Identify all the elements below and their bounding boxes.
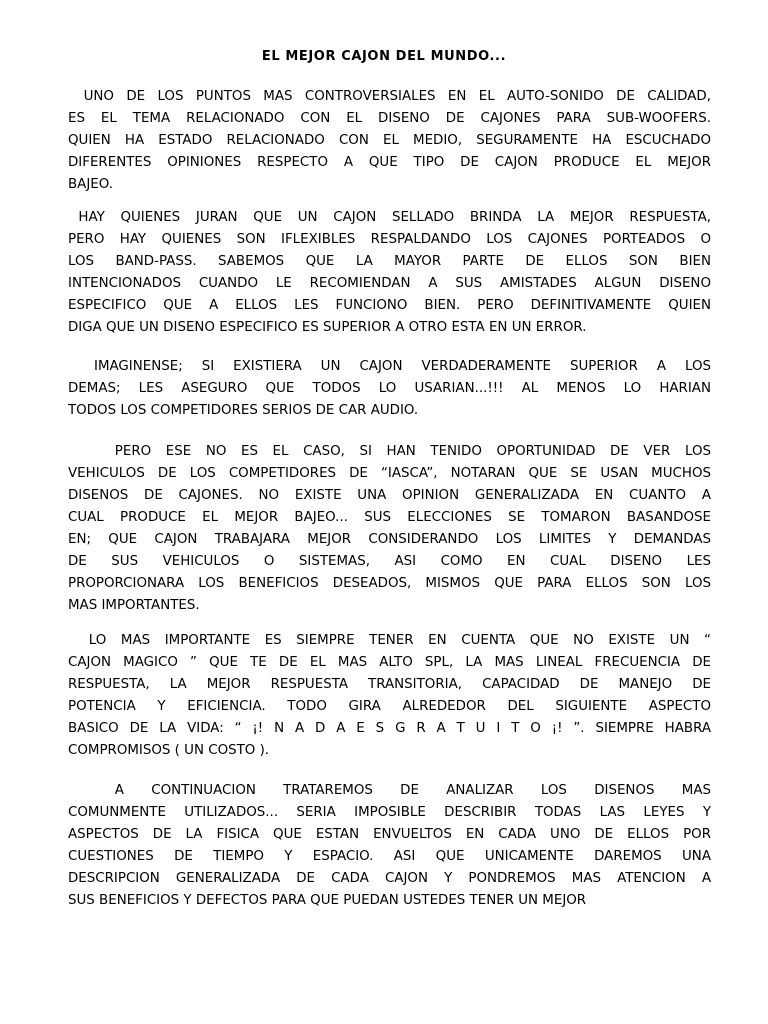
paragraph-2: [68, 207, 711, 339]
paragraph-1: [68, 86, 711, 196]
paragraph-line: CAJON MAGICO ” QUE TE DE EL MAS ALTO SPL, LA MAS LINEAL FRECUENCIA DE: [68, 655, 711, 670]
paragraph-line: A CONTINUACION TRATAREMOS DE ANALIZAR LOS DISENOS MAS: [114, 783, 711, 798]
paragraph-line: LO MAS IMPORTANTE ES SIEMPRE TENER EN CUENTA QUE NO EXISTE UN “: [88, 633, 711, 648]
paragraph-line: PERO ESE NO ES EL CASO, SI HAN TENIDO OPORTUNIDAD DE VER LOS: [114, 444, 711, 459]
paragraph-line: UNO DE LOS PUNTOS MAS CONTROVERSIALES EN EL AUTO-SONIDO DE CALIDAD,: [83, 89, 711, 104]
paragraph-line: CUAL PRODUCE EL MEJOR BAJEO... SUS ELECCIONES SE TOMARON BASANDOSE: [68, 510, 711, 525]
paragraph-line: DIFERENTES OPINIONES RESPECTO A QUE TIPO DE CAJON PRODUCE EL MEJOR: [68, 155, 711, 170]
paragraph-6: [68, 780, 711, 912]
paragraph-line: POTENCIA Y EFICIENCIA. TODO GIRA ALREDEDOR DEL SIGUIENTE ASPECTO: [68, 699, 711, 714]
paragraph-4: [68, 441, 711, 617]
paragraph-line: LOS BAND-PASS. SABEMOS QUE LA MAYOR PARTE DE ELLOS SON BIEN: [68, 254, 711, 269]
paragraph-line: BASICO DE LA VIDA: “ ¡! N A D A E S G R A T U I T O ¡! ”. SIEMPRE HABRA: [68, 721, 711, 736]
paragraph-line: ES EL TEMA RELACIONADO CON EL DISENO DE CAJONES PARA SUB-WOOFERS.: [68, 111, 711, 126]
paragraph-line: EN; QUE CAJON TRABAJARA MEJOR CONSIDERANDO LOS LIMITES Y DEMANDAS: [68, 532, 711, 547]
paragraph-line: BAJEO.: [68, 177, 114, 192]
paragraph-line: PROPORCIONARA LOS BENEFICIOS DESEADOS, MISMOS QUE PARA ELLOS SON LOS: [68, 576, 711, 591]
paragraph-line: ESPECIFICO QUE A ELLOS LES FUNCIONO BIEN. PERO DEFINITIVAMENTE QUIEN: [68, 298, 711, 313]
paragraph-line: VEHICULOS DE LOS COMPETIDORES DE “IASCA”, NOTARAN QUE SE USAN MUCHOS: [68, 466, 711, 481]
paragraph-line: DEMAS; LES ASEGURO QUE TODOS LO USARIAN...!!! AL MENOS LO HARIAN: [68, 381, 711, 396]
paragraph-line: MAS IMPORTANTES.: [68, 598, 200, 613]
paragraph-line: DISENOS DE CAJONES. NO EXISTE UNA OPINION GENERALIZADA EN CUANTO A: [68, 488, 711, 503]
paragraph-line: QUIEN HA ESTADO RELACIONADO CON EL MEDIO, SEGURAMENTE HA ESCUCHADO: [68, 133, 711, 148]
paragraph-line: RESPUESTA, LA MEJOR RESPUESTA TRANSITORIA, CAPACIDAD DE MANEJO DE: [68, 677, 711, 692]
paragraph-line: TODOS LOS COMPETIDORES SERIOS DE CAR AUDIO.: [68, 403, 419, 418]
paragraph-line: HAY QUIENES JURAN QUE UN CAJON SELLADO BRINDA LA MEJOR RESPUESTA,: [78, 210, 711, 225]
paragraph-line: ASPECTOS DE LA FISICA QUE ESTAN ENVUELTOS EN CADA UNO DE ELLOS POR: [68, 827, 711, 842]
paragraph-line: PERO HAY QUIENES SON IFLEXIBLES RESPALDANDO LOS CAJONES PORTEADOS O: [68, 232, 711, 247]
paragraph-line: COMUNMENTE UTILIZADOS... SERIA IMPOSIBLE DESCRIBIR TODAS LAS LEYES Y: [68, 805, 711, 820]
paragraph-line: DIGA QUE UN DISENO ESPECIFICO ES SUPERIOR A OTRO ESTA EN UN ERROR.: [68, 320, 587, 335]
paragraph-line: IMAGINENSE; SI EXISTIERA UN CAJON VERDADERAMENTE SUPERIOR A LOS: [94, 359, 711, 374]
paragraph-line: CUESTIONES DE TIEMPO Y ESPACIO. ASI QUE UNICAMENTE DAREMOS UNA: [68, 849, 711, 864]
paragraph-line: SUS BENEFICIOS Y DEFECTOS PARA QUE PUEDAN USTEDES TENER UN MEJOR: [68, 893, 587, 908]
paragraph-line: INTENCIONADOS CUANDO LE RECOMIENDAN A SUS AMISTADES ALGUN DISENO: [68, 276, 711, 291]
paragraph-5: [68, 630, 711, 762]
document-title: EL MEJOR CAJON DEL MUNDO...: [261, 49, 507, 64]
paragraph-3: [68, 356, 711, 422]
paragraph-line: DESCRIPCION GENERALIZADA DE CADA CAJON Y PONDREMOS MAS ATENCION A: [68, 871, 711, 886]
paragraph-line: DE SUS VEHICULOS O SISTEMAS, ASI COMO EN CUAL DISENO LES: [68, 554, 711, 569]
paragraph-line: COMPROMISOS ( UN COSTO ).: [68, 743, 270, 758]
